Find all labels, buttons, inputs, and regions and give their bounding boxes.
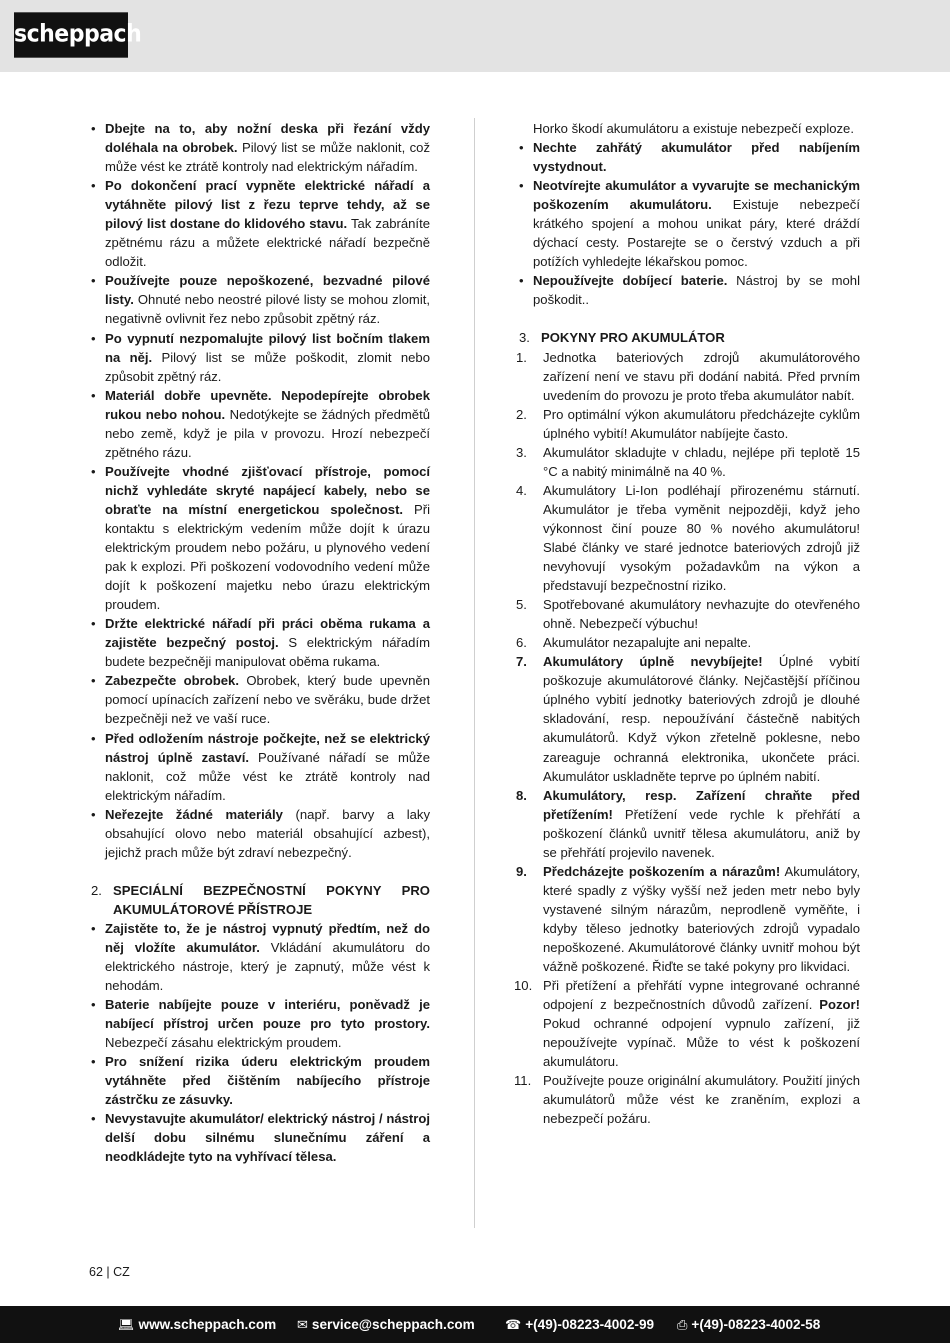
item-text: Při přetížení a přehřátí vypne integrované ochranné odpojení z bezpečnostních důvodů zařízení.: [543, 978, 860, 1013]
numbered-item: [516, 786, 860, 862]
item-text: Jednotka bateriových zdrojů akumulátorového zařízení není ve stavu při dodání nabitá. Před prvním uvedením do provozu je proto třeba akumulátor nabít.: [543, 349, 860, 403]
numbered-item: [516, 405, 860, 443]
bullet-bold: Zajistěte to, že je nástroj vypnutý předtím, než do něj vložíte akumulátor.: [105, 920, 430, 955]
bullet-bold: Nepoužívejte dobíjecí baterie.: [533, 273, 728, 289]
numbered-item: [516, 862, 860, 976]
bullet-bold: Neotvírejte akumulátor a vyvarujte se mechanickým poškozením akumulátoru.: [533, 178, 860, 213]
page-number: 62 | CZ: [89, 1265, 130, 1279]
item-bold: Akumulátory úplně nevybíjejte!: [543, 654, 763, 670]
bullet-bold: Po vypnutí nezpomalujte pilový list bočním tlakem na něj.: [105, 330, 430, 365]
bullet-bold: Nechte zahřátý akumulátor před nabíjením vystydnout.: [533, 140, 860, 175]
monitor-icon: 💻︎: [118, 1317, 135, 1332]
item-number: 3.: [516, 444, 527, 460]
item-number: 6.: [516, 635, 527, 651]
bullet-item: [88, 1109, 430, 1166]
bullet-text: Při kontaktu s elektrickým vedením může dojít k úrazu elektrickým proudem nebo požáru, u plynového vedení pak k explozi. Při poškození vodovodního vedení může dojít k poškození majetku nebo úrazu elektrickým proudem.: [105, 501, 431, 613]
bullet-text: Nedotýkejte se žádných předmětů nebo země, když je pila v provozu. Hrozí nebezpečí zpětného rázu.: [105, 406, 430, 460]
footer-fax-text: +(49)-08223-4002-58: [691, 1317, 821, 1332]
bullet-text: S elektrickým nářadím budete bezpečněji manipulovat oběma rukama.: [105, 635, 430, 670]
bullet-item: [88, 805, 430, 862]
bullet-item: [88, 271, 430, 328]
bullet-text: Pilový list se může naklonit, což může vést ke ztrátě kontroly nad elektrickým nářadím.: [105, 140, 431, 175]
numbered-item: [516, 595, 860, 633]
item-text: Akumulátor skladujte v chladu, nejlépe při teplotě 15 °C a nabitý minimálně na 40 %.: [543, 444, 860, 479]
footer-email[interactable]: [297, 1306, 475, 1343]
bullet-bold: Používejte pouze nepoškozené, bezvadné pilové listy.: [105, 273, 430, 308]
fax-icon: ⎙︎: [677, 1317, 688, 1332]
numbered-item: [516, 443, 860, 481]
bullet-item: [516, 138, 860, 176]
item-number: 4.: [516, 482, 527, 498]
bullet-bold: Baterie nabíjejte pouze v interiéru, poněvadž je nabíjecí přístroj určen pouze pro tyto prostory.: [105, 997, 430, 1032]
bullet-bold: Před odložením nástroje počkejte, než se elektrický nástroj úplně zastaví.: [105, 730, 430, 765]
numbered-item: [516, 481, 860, 595]
bullet-item: [516, 271, 860, 309]
spacer: [88, 862, 430, 881]
section-title: SPECIÁLNÍ BEZPEČNOSTNÍ POKYNY PRO AKUMULÁTOROVÉ PŘÍSTROJE: [113, 882, 430, 917]
bullet-bold: Neřezejte žádné materiály: [105, 806, 283, 822]
scheppach-logo: scheppach: [14, 12, 128, 57]
item-text: Přetížení vede rychle k přehřátí a poškození článků uvnitř tělesa akumulátoru, aniž by se přehřátí projevilo navenek.: [543, 806, 860, 860]
section-heading: [516, 328, 860, 347]
bullet-item: [88, 462, 430, 614]
item-text: Používejte pouze originální akumulátory. Použití jiných akumulátorů může vést ke zraněním, explozi a nebezpečí požáru.: [543, 1073, 860, 1127]
bullet-bold: Zabezpečte obrobek.: [105, 673, 239, 689]
item-number: 11.: [514, 1073, 532, 1089]
footer-fax: [677, 1306, 820, 1343]
bullet-bold: Dbejte na to, aby nožní deska při řezání vždy doléhala na obrobek.: [105, 121, 430, 156]
item-number: 9.: [516, 863, 527, 879]
bullet-text: Nebezpečí zásahu elektrickým proudem.: [105, 1035, 342, 1051]
numbered-item: [516, 652, 860, 785]
item-text: Akumulátor nezapalujte ani nepalte.: [543, 635, 752, 651]
footer-phone[interactable]: [505, 1306, 654, 1343]
bullet-item: [516, 176, 860, 271]
item-bold: Akumulátory, resp. Zařízení chraňte před přetížením!: [543, 787, 860, 822]
bullet-item: [88, 119, 430, 176]
continuation-span: Horko škodí akumulátoru a existuje nebezpečí exploze.: [533, 121, 854, 136]
numbered-item: [516, 1071, 860, 1128]
bullet-text: Obrobek, který bude upevněn pomocí upínacích zařízení nebo ve svěráku, bude držet bezpečněji než ve vaší ruce.: [105, 673, 430, 727]
footer-web[interactable]: [118, 1306, 276, 1343]
spacer: [516, 309, 860, 328]
section-title: POKYNY PRO AKUMULÁTOR: [541, 330, 725, 346]
bullet-bold: Používejte vhodné zjišťovací přístroje, pomocí nichž vyhledáte skryté napájecí kabely, nebo se obraťte na místní energetickou společnost.: [105, 463, 430, 517]
footer-email-text: service@scheppach.com: [311, 1317, 475, 1332]
numbered-item: [516, 633, 860, 652]
item-text: Akumulátory, které spadly z výšky vyšší než jeden metr nebo byly vystavené silným nárazům, neprodleně vyměňte, i kdyby těleso jednotky bateriových zdrojů vypadalo nepoškozené. Akumulátorové články uvnitř mohou být vážně poškozené. Řiďte se také pokyny pro likvidaci.: [543, 863, 860, 975]
bullet-item: [88, 176, 430, 271]
column-divider: [474, 118, 475, 1228]
right-column: [516, 119, 860, 1128]
item-bold: Předcházejte poškozením a nárazům!: [543, 863, 781, 879]
bullet-bold: Pro snížení rizika úderu elektrickým proudem vytáhněte před čištěním nabíjecího přístroje zástrčku ze zásuvky.: [105, 1054, 430, 1108]
phone-icon: ☎︎: [505, 1317, 522, 1332]
section-number: 2.: [91, 882, 102, 898]
bullet-item: [88, 329, 430, 386]
numbered-item: [516, 348, 860, 405]
bullet-item: [88, 729, 430, 805]
item-text: Akumulátory Li-Ion podléhají přirozenému stárnutí. Akumulátor je třeba vyměnit nejpozději, když jeho výkonnost činí pouze 80 % nového akumulátoru! Slabé články ve staré jednotce bateriových zdrojů již nevyhovují vysokým požadavkům na výkon a představují bezpečnostní riziko.: [543, 482, 860, 594]
bullet-text: Pilový list se může poškodit, zlomit nebo způsobit zpětný ráz.: [105, 349, 430, 384]
item-number: 2.: [516, 406, 527, 422]
bullet-text: Tak zabráníte zpětnému rázu a můžete elektrické nářadí bezpečně odložit.: [105, 216, 430, 270]
left-column: [88, 119, 430, 1167]
mail-icon: ✉︎: [297, 1317, 308, 1332]
footer-phone-text: +(49)-08223-4002-99: [525, 1317, 655, 1332]
item-text: Úplné vybití poškozuje akumulátorové články. Nejčastější příčinou úplného vybití jednotky bateriových zdrojů je dlouhé skladování, resp. nepoužívání částečně nabitých akumulátorů. Když výkon zřetelně poklesne, nebo zareaguje ochranná elektronika, ukončete práci. Akumulátor uskladněte teprve po úplném nabití.: [543, 654, 860, 784]
item-number: 8.: [516, 787, 527, 803]
section-heading: [88, 881, 430, 919]
bullet-item: [88, 671, 430, 728]
bullet-bold: Držte elektrické nářadí při práci oběma rukama a zajistěte bezpečný postoj.: [105, 616, 430, 651]
bullet-item: [88, 995, 430, 1052]
item-number: 10.: [514, 978, 533, 994]
item-text: Spotřebované akumulátory nevhazujte do otevřeného ohně. Nebezpečí výbuchu!: [543, 597, 860, 632]
continuation-text: [516, 119, 860, 138]
bullet-text: Ohnuté nebo neostré pilové listy se mohou zlomit, negativně ovlivnit řez nebo způsobit zpětný ráz.: [105, 292, 430, 327]
numbered-item: [516, 976, 860, 1071]
page-header: [0, 0, 950, 72]
item-number: 7.: [516, 654, 527, 670]
item-number: 1.: [516, 349, 527, 365]
section-number: 3.: [519, 330, 530, 346]
item-text: Pro optimální výkon akumulátoru předcházejte cyklům úplného vybití! Akumulátor nabíjejte často.: [543, 406, 860, 441]
bullet-text: Používané nářadí se může naklonit, což může vést ke ztrátě kontroly nad elektrickým nářadím.: [105, 749, 430, 803]
bullet-item: [88, 1052, 430, 1109]
item-bold: Pozor!: [812, 997, 860, 1013]
footer-web-text: www.scheppach.com: [138, 1317, 277, 1332]
page-footer: [0, 1306, 950, 1343]
bullet-text: Nástroj by se mohl poškodit..: [533, 273, 860, 308]
item-number: 5.: [516, 597, 527, 613]
bullet-text: Vkládání akumulátoru do elektrického nástroje, který je zapnutý, může vést k nehodám.: [105, 939, 430, 994]
bullet-bold: Materiál dobře upevněte. Nepodepírejte obrobek rukou nebo nohou.: [105, 387, 430, 422]
bullet-bold: Po dokončení prací vypněte elektrické nářadí a vytáhněte pilový list z řezu teprve tehdy, až se pilový list dostane do klidového stavu.: [105, 178, 430, 232]
bullet-item: [88, 919, 430, 995]
bullet-bold: Nevystavujte akumulátor/ elektrický nástroj / nástroj delší dobu silnému slunečnímu záření a neodkládejte tyto na vyhřívací tělesa.: [105, 1111, 430, 1165]
bullet-text: Existuje nebezpečí krátkého spojení a mohou unikat páry, které dráždí dýchací cesty. Postarejte se o čerstvý vzduch a při potížích vyhledejte lékařskou pomoc.: [533, 197, 860, 270]
bullet-text: (např. barvy a laky obsahující olovo nebo materiál obsahující azbest), jejichž prach může být zdraví nebezpečný.: [105, 806, 430, 860]
bullet-item: [88, 386, 430, 462]
item-text: Pokud ochranné odpojení vypnulo zařízení, již nepoužívejte vypínač. Může to vést k poškození akumulátoru.: [543, 1016, 860, 1070]
bullet-item: [88, 614, 430, 671]
